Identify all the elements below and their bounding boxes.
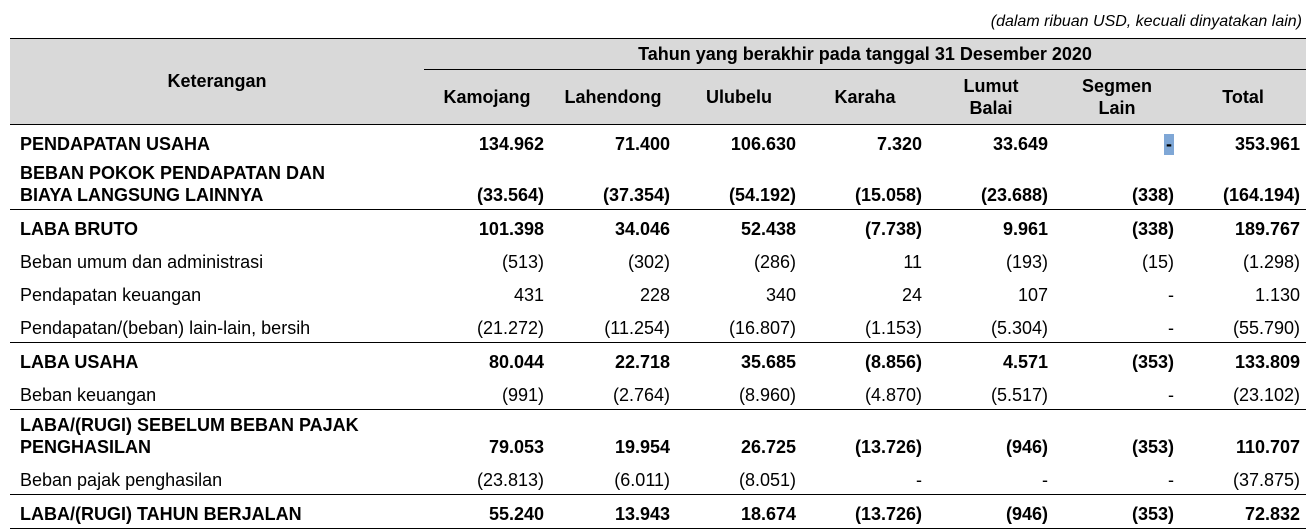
cell-value: (946) (928, 410, 1054, 462)
cell-value: (54.192) (728, 185, 796, 205)
cell-value: (5.304) (990, 318, 1048, 338)
column-header-lumut-balai: Lumut Balai (928, 70, 1054, 125)
row-label: LABA USAHA (10, 343, 424, 377)
cell-value: 13.943 (550, 495, 676, 529)
cell-value: (338) (1131, 185, 1174, 205)
cell-value: (1.153) (864, 318, 922, 338)
cell-value: 52.438 (676, 210, 802, 244)
row-beban-keuangan (10, 376, 1306, 410)
column-header-karaha: Karaha (802, 70, 928, 125)
cell-value: (946) (928, 495, 1054, 529)
cell-value: (21.272) (476, 318, 544, 338)
column-header-segmen-lain: Segmen Lain (1054, 70, 1180, 125)
cell-value: - (1042, 470, 1048, 490)
cell-value: (13.726) (802, 410, 928, 462)
cell-value: (8.856) (802, 343, 928, 377)
cell-value: (1.298) (1243, 252, 1301, 272)
row-pendapatan-usaha (10, 125, 1306, 159)
row-label: LABA BRUTO (10, 210, 424, 244)
cell-value: (338) (1054, 210, 1180, 244)
cell-value: 353.961 (1234, 134, 1301, 154)
cell-value: (15) (1141, 252, 1174, 272)
cell-value: (13.726) (802, 495, 928, 529)
cell-value: 4.571 (928, 343, 1054, 377)
cell-value: - (1168, 285, 1174, 305)
cell-value: 71.400 (614, 134, 670, 154)
cell-value: (991) (501, 385, 544, 405)
cell-value: (23.102) (1233, 385, 1301, 405)
cell-value: 34.046 (550, 210, 676, 244)
cell-value: (286) (753, 252, 796, 272)
row-pendapatan-keuangan (10, 276, 1306, 309)
cell-value: 18.674 (676, 495, 802, 529)
cell-value: (4.870) (864, 385, 922, 405)
cell-value: 33.649 (992, 134, 1048, 154)
row-label: Pendapatan/(beban) lain-lain, bersih (20, 318, 311, 338)
cell-value: 431 (513, 285, 544, 305)
cell-value: - (916, 470, 922, 490)
row-label: LABA/(RUGI) SEBELUM BEBAN PAJAK PENGHASILAN (10, 410, 424, 462)
period-header: Tahun yang berakhir pada tanggal 31 Desember 2020 (424, 39, 1306, 70)
cell-value: 340 (765, 285, 796, 305)
cell-value: (193) (1005, 252, 1048, 272)
row-pendapatan-beban-lain-lain (10, 309, 1306, 343)
column-header-total: Total (1180, 70, 1306, 125)
cell-value: (55.790) (1233, 318, 1301, 338)
column-header-ulubelu: Ulubelu (676, 70, 802, 125)
cell-value: (23.688) (980, 185, 1048, 205)
row-label: Beban keuangan (20, 385, 157, 405)
cell-value: (353) (1054, 343, 1180, 377)
cell-value: (37.354) (602, 185, 670, 205)
cell-value: (23.813) (476, 470, 544, 490)
cell-value: 107 (1017, 285, 1048, 305)
column-header-lahendong: Lahendong (550, 70, 676, 125)
row-beban-umum-administrasi (10, 243, 1306, 276)
cell-value: 228 (639, 285, 670, 305)
row-beban-pokok-pendapatan (10, 158, 1306, 210)
cell-value: 72.832 (1180, 495, 1306, 529)
row-laba-usaha (10, 343, 1306, 377)
cell-value: 19.954 (550, 410, 676, 462)
cell-value: 101.398 (424, 210, 550, 244)
cell-value: 7.320 (876, 134, 922, 154)
cell-value: (353) (1054, 410, 1180, 462)
cell-value: (353) (1054, 495, 1180, 529)
row-label: Beban umum dan administrasi (20, 252, 264, 272)
cell-value: - (1168, 318, 1174, 338)
column-header-keterangan: Keterangan (10, 39, 424, 125)
cell-value: (8.960) (738, 385, 796, 405)
cell-value: (37.875) (1233, 470, 1301, 490)
row-label: LABA/(RUGI) TAHUN BERJALAN (10, 495, 424, 529)
cell-value: - (1166, 134, 1172, 154)
cell-value: (33.564) (476, 185, 544, 205)
row-label: PENDAPATAN USAHA (20, 134, 211, 154)
row-label: Beban pajak penghasilan (20, 470, 223, 490)
row-label: BEBAN POKOK PENDAPATAN DAN BIAYA LANGSUNG LAINNYA (20, 163, 326, 205)
row-laba-tahun-berjalan (10, 495, 1306, 529)
cell-value: 106.630 (730, 134, 796, 154)
cell-value: 55.240 (424, 495, 550, 529)
cell-value: 11 (903, 252, 922, 272)
cell-value: (8.051) (738, 470, 796, 490)
column-header-kamojang: Kamojang (424, 70, 550, 125)
row-label: Pendapatan keuangan (20, 285, 202, 305)
cell-value: (2.764) (612, 385, 670, 405)
row-beban-pajak-penghasilan (10, 461, 1306, 495)
cell-value: (5.517) (990, 385, 1048, 405)
cell-value: (6.011) (614, 470, 670, 490)
cell-value: 24 (901, 285, 922, 305)
cell-value: 133.809 (1180, 343, 1306, 377)
cell-value: - (1168, 385, 1174, 405)
cell-value: (513) (501, 252, 544, 272)
cell-value: (7.738) (802, 210, 928, 244)
cell-value: (15.058) (854, 185, 922, 205)
cell-value: 79.053 (424, 410, 550, 462)
cell-value: 1.130 (1255, 285, 1301, 305)
units-note: (dalam ribuan USD, kecuali dinyatakan lain) (990, 13, 1302, 30)
cell-value: 9.961 (928, 210, 1054, 244)
cell-value: 189.767 (1180, 210, 1306, 244)
segment-income-table (10, 38, 1306, 529)
cell-value: 22.718 (550, 343, 676, 377)
cell-value: (164.194) (1222, 185, 1301, 205)
cell-value: 134.962 (478, 134, 544, 154)
cell-value: 26.725 (676, 410, 802, 462)
cell-value: 80.044 (424, 343, 550, 377)
row-laba-bruto (10, 210, 1306, 244)
cell-value: - (1168, 470, 1174, 490)
cell-value: 35.685 (676, 343, 802, 377)
cell-value: (16.807) (728, 318, 796, 338)
cell-value: (302) (627, 252, 670, 272)
cell-value: (11.254) (604, 318, 670, 338)
row-laba-sebelum-pajak (10, 410, 1306, 462)
cell-value: 110.707 (1180, 410, 1306, 462)
